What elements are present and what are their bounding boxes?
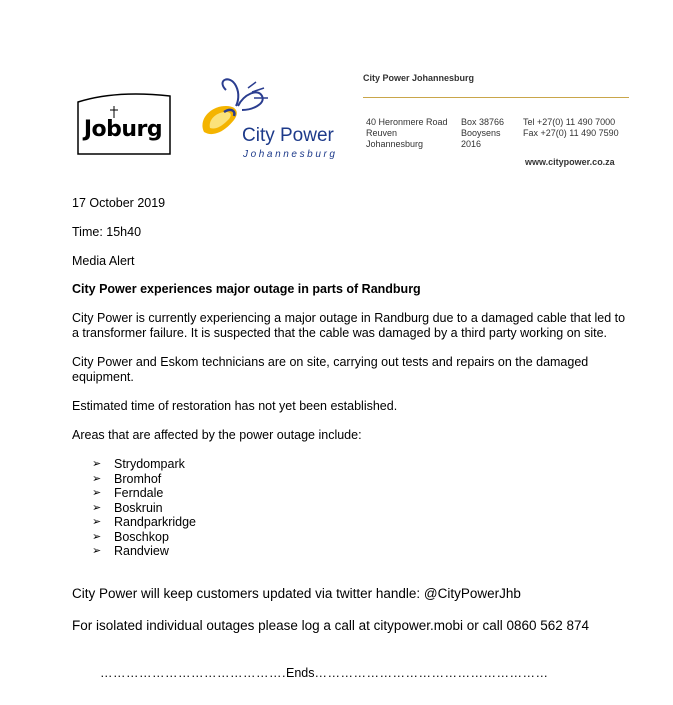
list-item: ➢ Randview — [92, 544, 169, 558]
list-item: ➢ Strydompark — [92, 457, 185, 471]
letterhead-postal — [461, 117, 504, 150]
ends-dots-left: ……………………………………. — [100, 666, 286, 680]
city-power-logo-name: City Power — [242, 125, 334, 146]
letterhead-website: www.citypower.co.za — [525, 157, 615, 167]
list-item: ➢ Bromhof — [92, 471, 162, 486]
arrow-bullet-icon: ➢ — [92, 458, 102, 470]
arrow-bullet-icon: ➢ — [92, 545, 102, 557]
fax-number: Fax +27(0) 11 490 7590 — [523, 128, 619, 138]
areas-intro: Areas that are affected by the power outage include: — [72, 428, 362, 442]
arrow-bullet-icon: ➢ — [92, 487, 102, 499]
postal-line: Box 38766 — [461, 117, 505, 127]
joburg-logo-text: Joburg — [83, 117, 163, 142]
document-type: Media Alert — [72, 254, 135, 268]
arrow-bullet-icon: ➢ — [92, 501, 102, 514]
address-line: Reuven — [366, 128, 398, 138]
list-item: ➢ Boschkop — [92, 529, 169, 544]
call-notice: For isolated individual outages please log a call at citypower.mobi or call 0860 562 874 — [72, 618, 590, 633]
letterhead-contact — [523, 117, 619, 139]
postal-line: 2016 — [461, 139, 482, 149]
address-line: 40 Heronmere Road — [366, 117, 448, 127]
ends-marker — [100, 666, 548, 680]
city-power-logo-subtitle: Johannesburg — [243, 149, 338, 160]
paragraph-outage: City Power is currently experiencing a major outage in Randburg due to a damaged cable that led to a transformer failure. It is suspected that the cable was damaged by a third party working on site. — [72, 311, 626, 340]
paragraph-technicians: City Power and Eskom technicians are on site, carrying out tests and repairs on the damaged equipment. — [72, 355, 589, 384]
arrow-bullet-icon: ➢ — [92, 516, 102, 528]
twitter-notice: City Power will keep customers updated via twitter handle: @CityPowerJhb — [72, 586, 521, 601]
ends-label: Ends — [285, 666, 315, 680]
ends-dots-right: ……………………………………………… — [314, 666, 549, 680]
arrow-bullet-icon: ➢ — [92, 530, 102, 543]
postal-line: Booysens — [461, 128, 501, 138]
arrow-bullet-icon: ➢ — [92, 472, 102, 485]
document-headline: City Power experiences major outage in parts of Randburg — [72, 282, 421, 296]
list-item: ➢ Ferndale — [92, 486, 164, 500]
document-time: Time: 15h40 — [72, 225, 142, 239]
paragraph-restoration: Estimated time of restoration has not yet been established. — [72, 399, 398, 413]
list-item: ➢ Randparkridge — [92, 515, 196, 529]
address-line: Johannesburg — [366, 139, 424, 149]
letterhead-divider — [363, 97, 629, 98]
letterhead-address — [366, 117, 448, 150]
letterhead-company: City Power Johannesburg — [363, 73, 475, 83]
list-item: ➢ Boskruin — [92, 500, 163, 515]
document-date: 17 October 2019 — [72, 196, 166, 210]
phone-number: Tel +27(0) 11 490 7000 — [523, 117, 616, 127]
affected-areas-list — [92, 457, 196, 559]
